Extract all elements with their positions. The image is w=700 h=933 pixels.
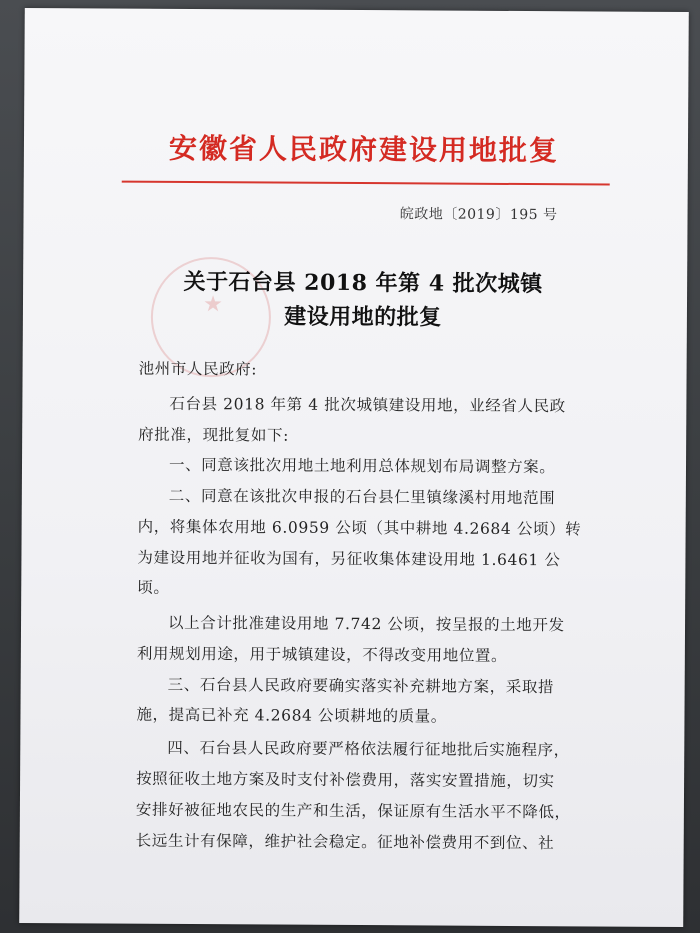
body-line: 按照征收土地方案及时支付补偿费用，落实安置措施，切实 bbox=[136, 769, 555, 791]
body-line: 一、同意该批次用地土地利用总体规划布局调整方案。 bbox=[168, 455, 556, 477]
body-line: 石台县 2018 年第 4 批次城镇建设用地，业经省人民政 bbox=[169, 394, 566, 416]
body-line: 施，提高已补充 4.2684 公顷耕地的质量。 bbox=[136, 705, 447, 726]
body-line: 利用规划用途，用于城镇建设，不得改变用地位置。 bbox=[136, 644, 508, 665]
body-line: 内，将集体农用地 6.0959 公顷（其中耕地 4.2684 公顷）转 bbox=[137, 517, 582, 539]
document-title-line-2: 建设用地的批复 bbox=[284, 303, 442, 331]
body-line: 以上合计批准建设用地 7.742 公顷，按呈报的土地开发 bbox=[167, 613, 565, 635]
document-header: 安徽省人民政府建设用地批复 bbox=[168, 131, 560, 168]
body-line: 三、石台县人民政府要确实落实补充耕地方案，采取措 bbox=[167, 675, 555, 697]
addressee: 池州市人民政府: bbox=[138, 359, 258, 379]
body-line: 四、石台县人民政府要严格依法履行征地批后实施程序， bbox=[167, 738, 570, 760]
document-page bbox=[19, 8, 689, 927]
header-rule bbox=[122, 181, 610, 186]
body-line: 安排好被征地农民的生产和生活，保证原有生活水平不降低， bbox=[135, 800, 571, 822]
document-number: 皖政地〔2019〕195 号 bbox=[399, 206, 558, 224]
body-line: 府批准，现批复如下: bbox=[138, 425, 289, 445]
body-line: 顷。 bbox=[137, 578, 170, 597]
body-line: 二、同意在该批次申报的石台县仁里镇缘溪村用地范围 bbox=[168, 486, 556, 508]
body-line: 长远生计有保障，维护社会稳定。征地补偿费用不到位、社 bbox=[135, 831, 555, 853]
body-line: 为建设用地并征收为国有，另征收集体建设用地 1.6461 公 bbox=[137, 548, 561, 570]
seal-star-icon: ★ bbox=[203, 292, 223, 318]
document-title-line-1: 关于石台县 2018 年第 4 批次城镇 bbox=[183, 268, 543, 298]
